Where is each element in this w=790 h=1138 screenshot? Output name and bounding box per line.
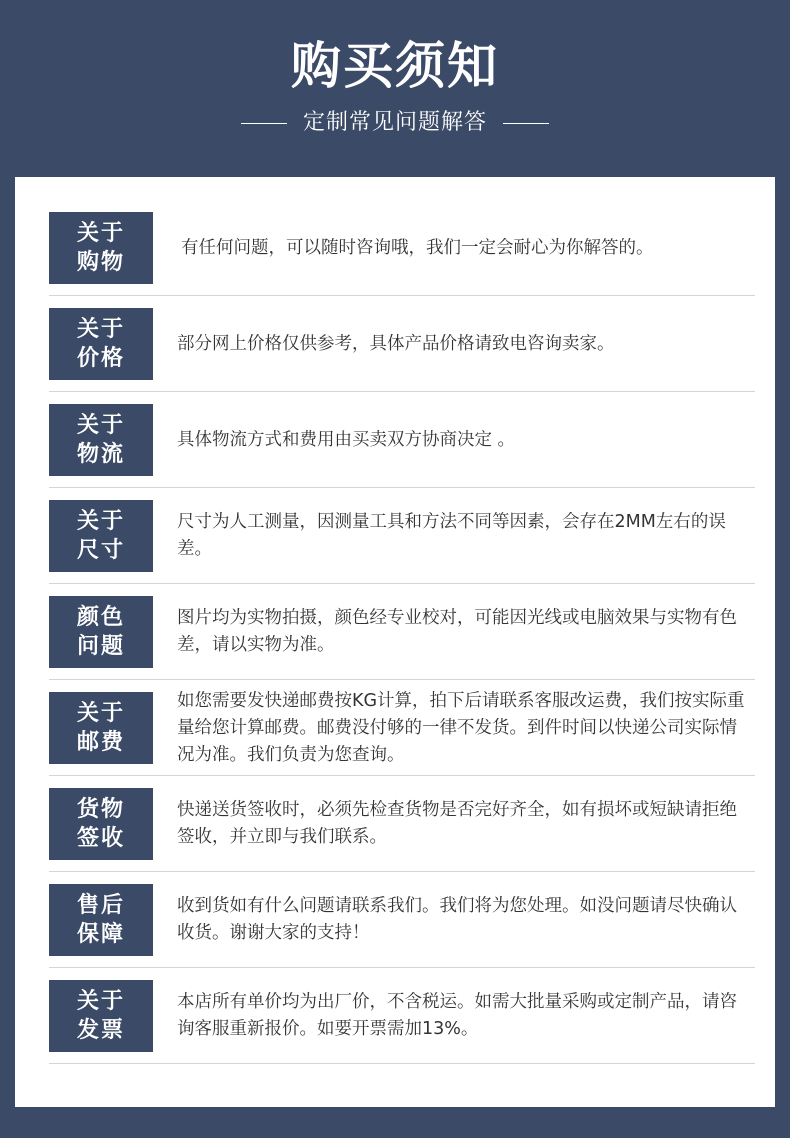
divider	[49, 967, 755, 968]
divider	[49, 391, 755, 392]
faq-badge-line2: 签收	[76, 826, 125, 851]
faq-badge	[49, 308, 153, 380]
faq-item-receipt	[49, 788, 755, 884]
faq-item-logistics	[49, 404, 755, 500]
faq-badge-line1: 关于	[76, 989, 125, 1014]
faq-badge	[49, 596, 153, 668]
faq-answer: 收到货如有什么问题请联系我们。我们将为您处理。如没问题请尽快确认收货。谢谢大家的支持！	[177, 896, 737, 943]
faq-badge	[49, 500, 153, 572]
faq-badge-line1: 关于	[76, 509, 125, 534]
faq-badge-line1: 颜色	[76, 605, 125, 630]
faq-badge-line1: 售后	[76, 893, 125, 918]
divider	[49, 679, 755, 680]
faq-badge-line2: 价格	[76, 346, 125, 371]
divider	[49, 1063, 755, 1064]
faq-badge-line1: 关于	[76, 221, 125, 246]
faq-badge-line2: 物流	[76, 442, 125, 467]
faq-item-size	[49, 500, 755, 596]
page-title: 购买须知	[291, 37, 499, 95]
faq-badge-line1: 关于	[76, 317, 125, 342]
faq-answer: 部分网上价格仅供参考，具体产品价格请致电咨询卖家。	[177, 333, 615, 354]
faq-badge-line1: 货物	[76, 797, 125, 822]
faq-badge-line2: 问题	[76, 634, 125, 659]
faq-badge	[49, 692, 153, 764]
faq-item-invoice	[49, 980, 755, 1076]
faq-badge-line2: 发票	[76, 1018, 125, 1043]
faq-badge-line1: 关于	[76, 701, 125, 726]
faq-item-color	[49, 596, 755, 692]
faq-badge	[49, 980, 153, 1052]
divider	[49, 487, 755, 488]
faq-answer: 尺寸为人工测量，因测量工具和方法不同等因素，会存在2MM左右的误差。	[177, 512, 726, 559]
page-subtitle: 定制常见问题解答	[302, 110, 487, 135]
divider	[49, 871, 755, 872]
faq-answer: 本店所有单价均为出厂价，不含税运。如需大批量采购或定制产品，请咨询客服重新报价。如要开票需加13%。	[177, 992, 737, 1039]
faq-item-price	[49, 308, 755, 404]
faq-item-shipping-fee	[49, 692, 755, 788]
header	[0, 0, 790, 176]
faq-badge-line2: 保障	[76, 922, 125, 947]
faq-badge-line1: 关于	[76, 413, 125, 438]
faq-answer: 如您需要发快递邮费按KG计算，拍下后请联系客服改运费，我们按实际重量给您计算邮费。邮费没付够的一律不发货。到件时间以快递公司实际情况为准。我们负责为您查询。	[177, 690, 745, 765]
divider	[49, 583, 755, 584]
faq-panel	[15, 177, 775, 1107]
faq-badge-line2: 邮费	[76, 730, 125, 755]
faq-answer: 有任何问题，可以随时咨询哦，我们一定会耐心为你解答的。	[181, 237, 654, 258]
subtitle-right-line	[503, 123, 549, 124]
faq-answer: 图片均为实物拍摄，颜色经专业校对，可能因光线或电脑效果与实物有色差，请以实物为准。	[177, 608, 737, 655]
faq-answer: 快递送货签收时，必须先检查货物是否完好齐全，如有损坏或短缺请拒绝签收，并立即与我们联系。	[177, 800, 737, 847]
faq-item-shopping	[49, 212, 755, 308]
faq-badge-line2: 尺寸	[76, 538, 125, 563]
faq-item-after-sales	[49, 884, 755, 980]
subtitle-row	[0, 108, 790, 138]
divider	[49, 775, 755, 776]
faq-badge	[49, 212, 153, 284]
faq-answer: 具体物流方式和费用由买卖双方协商决定 。	[177, 429, 516, 450]
divider	[49, 295, 755, 296]
faq-badge-line2: 购物	[76, 250, 125, 275]
faq-badge	[49, 884, 153, 956]
subtitle-left-line	[241, 123, 287, 124]
faq-badge	[49, 404, 153, 476]
faq-badge	[49, 788, 153, 860]
